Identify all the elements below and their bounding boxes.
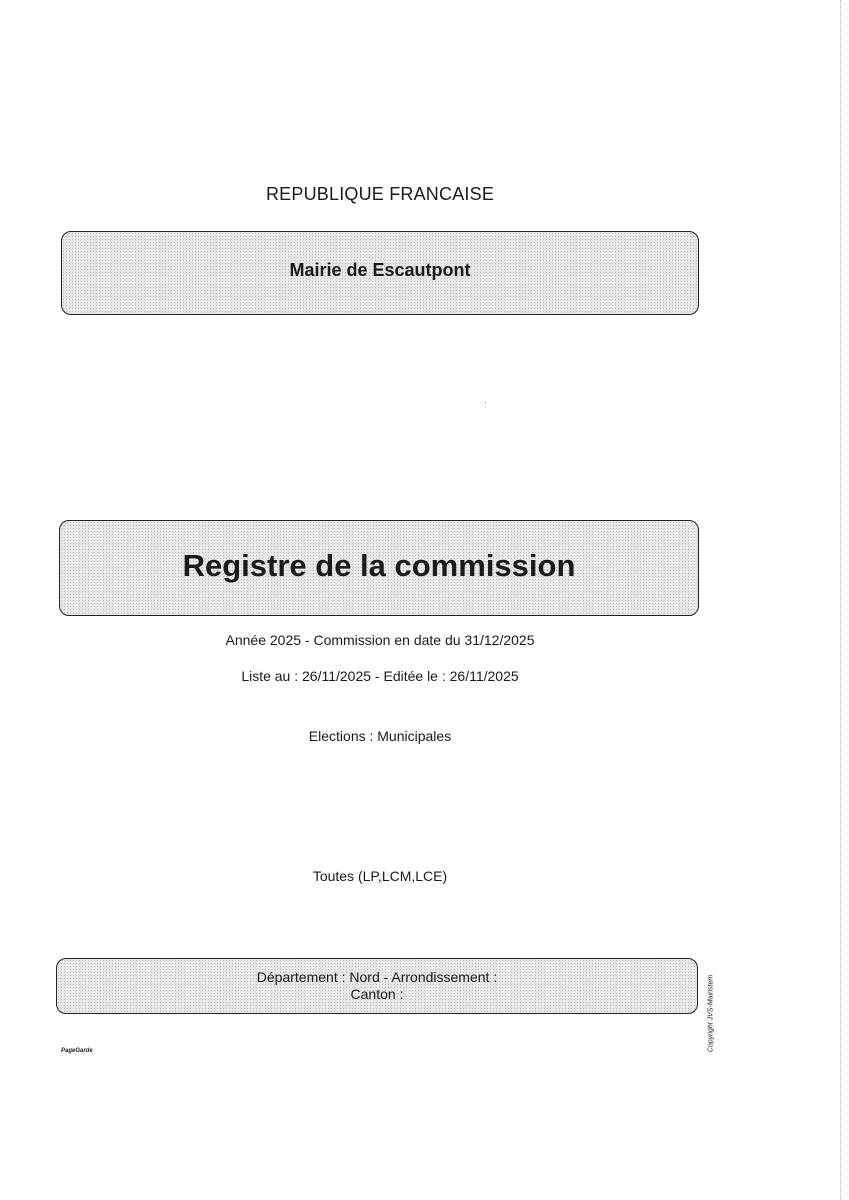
copyright-note: Copyright JVS-Mairistem [707, 974, 715, 1053]
registre-title: Registre de la commission [182, 548, 576, 583]
departement-line: Département : Nord - Arrondissement : [256, 969, 498, 985]
liste-editee-line: Liste au : 26/11/2025 - Editée le : 26/11/2025 [241, 668, 519, 684]
scan-edge-line [840, 0, 841, 1200]
scan-speck [485, 402, 486, 403]
mairie-box [61, 231, 699, 315]
mairie-title: Mairie de Escautpont [289, 259, 471, 280]
canton-line: Canton : [350, 986, 404, 1002]
departement-box [56, 958, 698, 1014]
listes-line: Toutes (LP,LCM,LCE) [312, 868, 448, 884]
annee-commission-line: Année 2025 - Commission en date du 31/12/2025 [225, 632, 535, 648]
republic-heading: REPUBLIQUE FRANCAISE [265, 184, 495, 204]
registre-box [59, 520, 699, 616]
elections-line: Elections : Municipales [308, 728, 452, 744]
footer-page-mark: PageGarde [61, 1048, 93, 1054]
